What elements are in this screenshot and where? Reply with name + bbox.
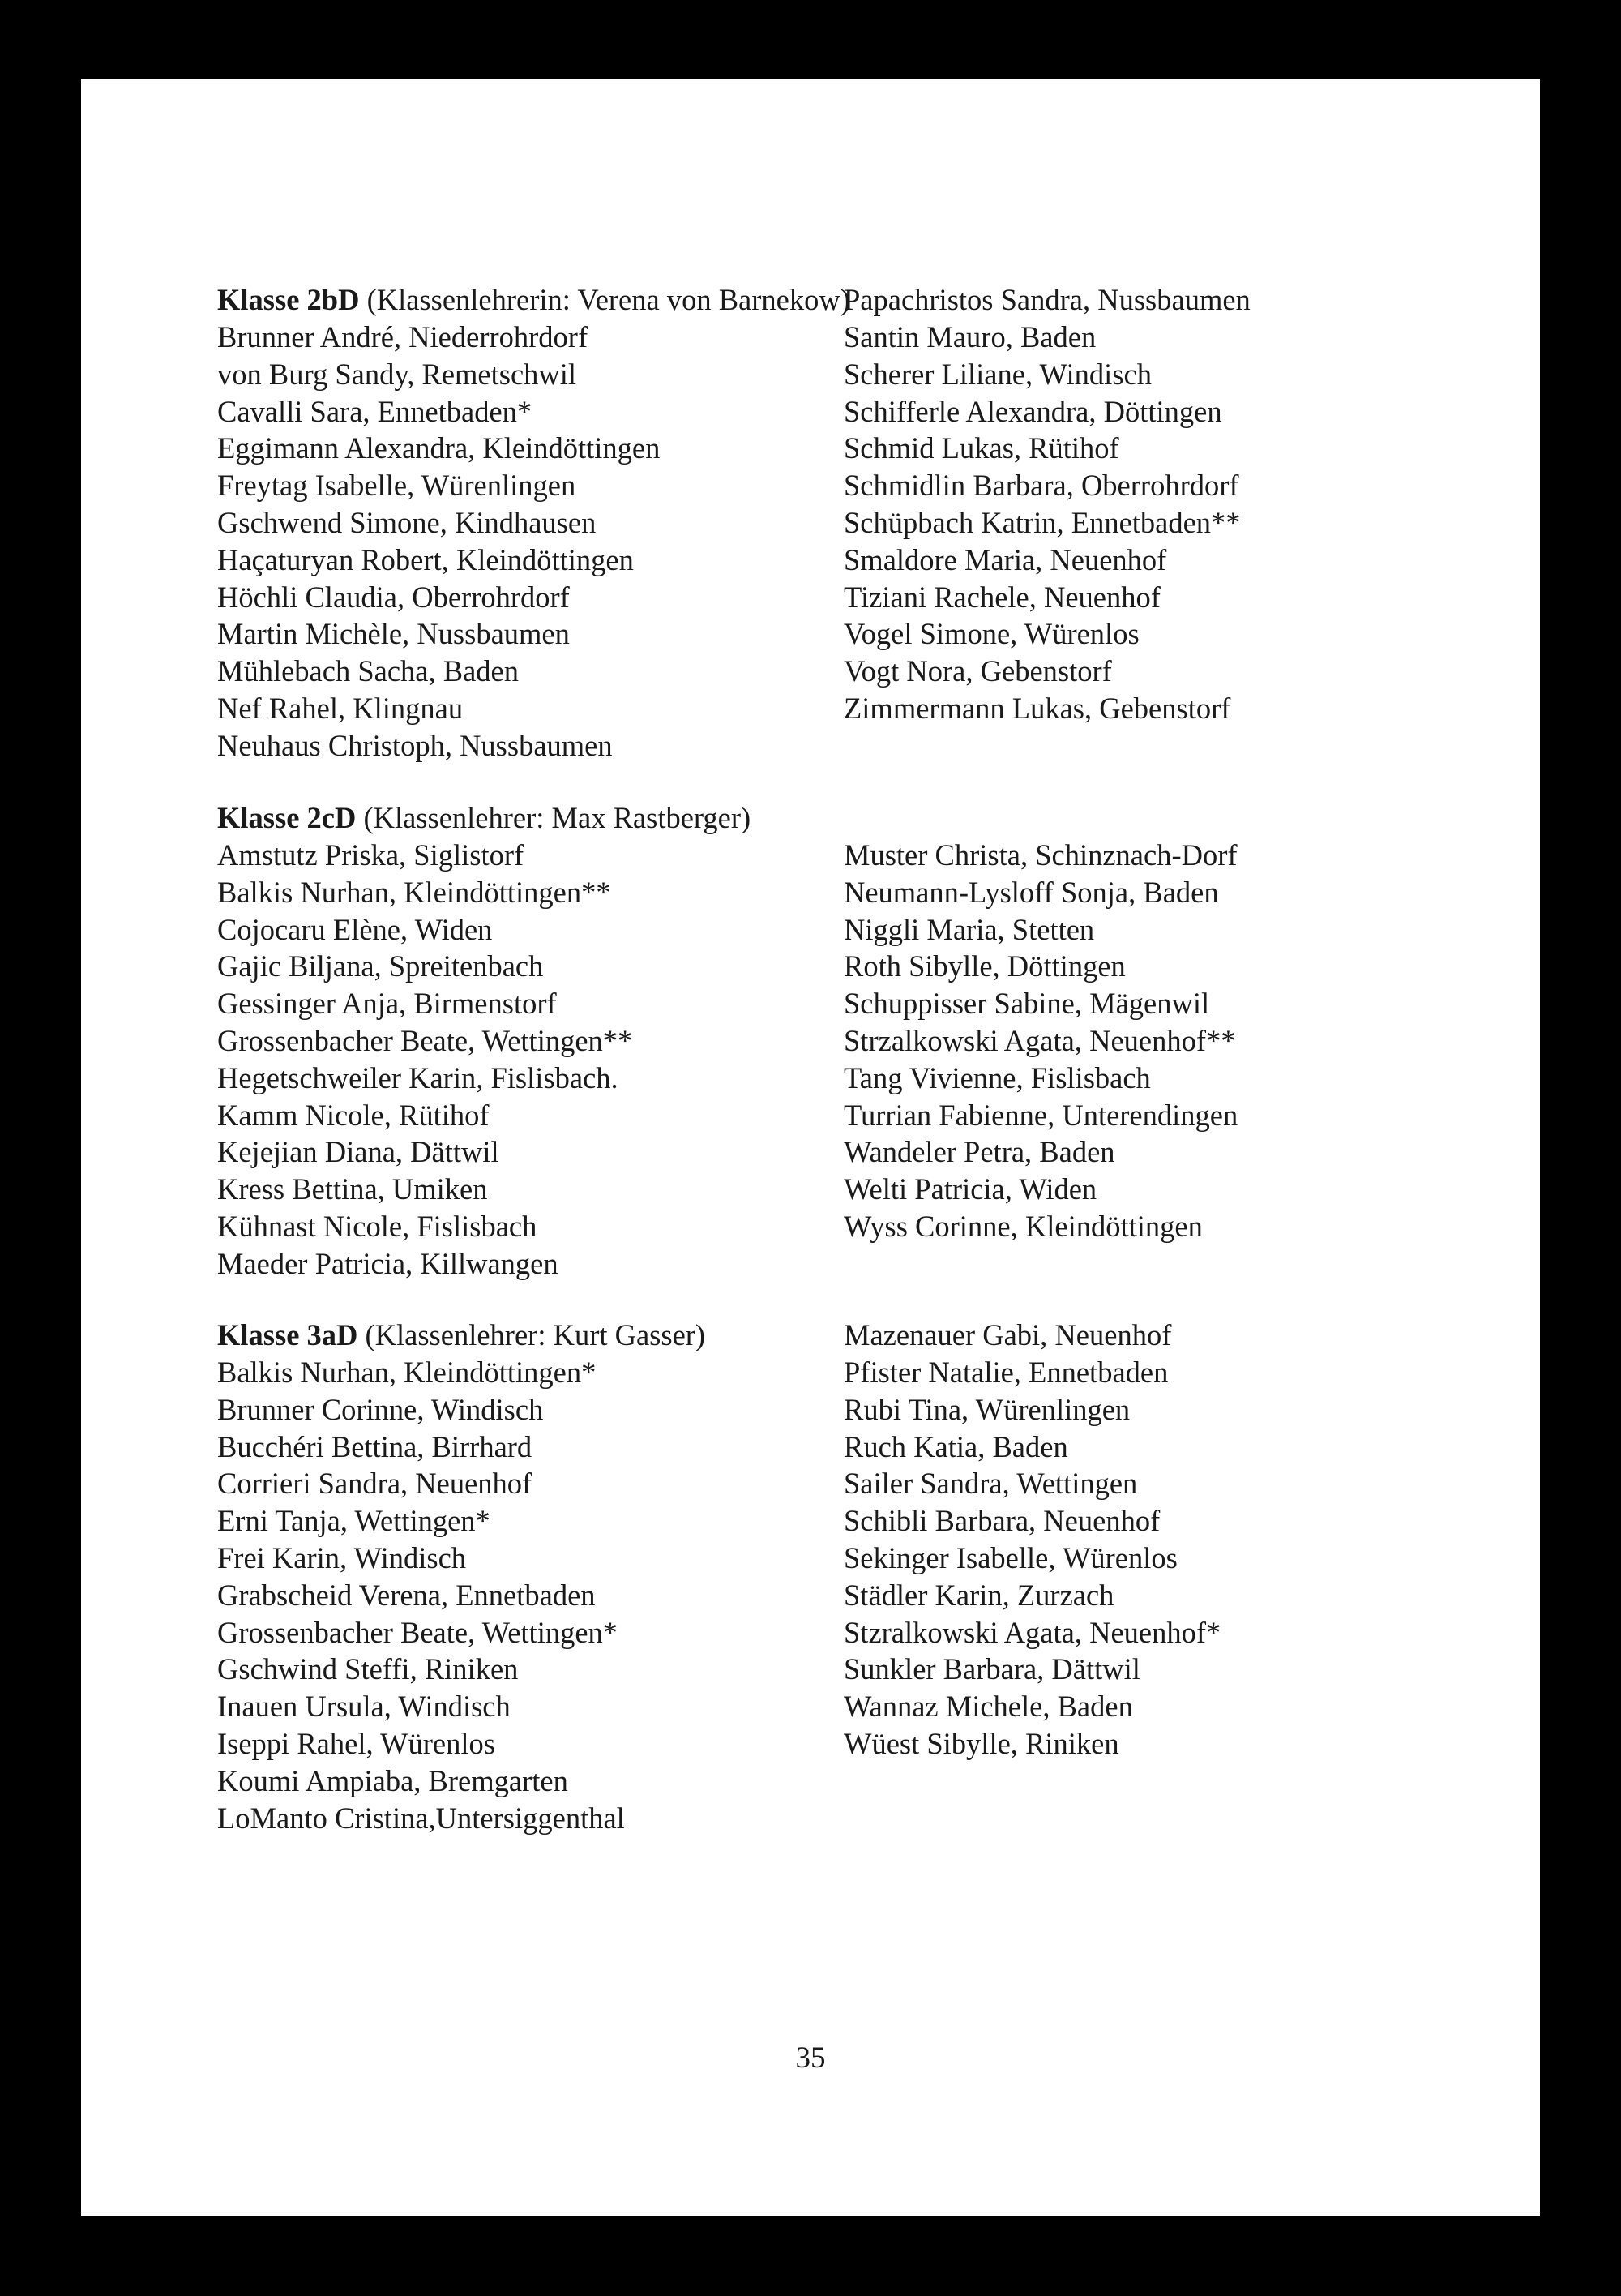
class-heading — [217, 1317, 1433, 1354]
student-entry: Balkis Nurhan, Kleindöttingen** — [217, 875, 611, 909]
student-entry: Mühlebach Sacha, Baden — [217, 654, 519, 688]
student-entry: Martin Michèle, Nussbaumen — [217, 617, 570, 651]
student-entry: Cojocaru Elène, Widen — [217, 912, 493, 946]
student-entry: Pfister Natalie, Ennetbaden — [844, 1356, 1169, 1389]
student-entry: Corrieri Sandra, Neuenhof — [217, 1467, 532, 1501]
class-teacher: (Klassenlehrer: Kurt Gasser) — [365, 1318, 706, 1351]
student-entry: Brunner Corinne, Windisch — [217, 1392, 544, 1426]
student-entry: Sekinger Isabelle, Würenlos — [844, 1540, 1178, 1574]
student-entry: Sunkler Barbara, Dättwil — [844, 1652, 1140, 1686]
student-entry: Gajic Biljana, Spreitenbach — [217, 949, 544, 983]
student-entry: Gessinger Anja, Birmenstorf — [217, 987, 557, 1021]
student-entry: Cavalli Sara, Ennetbaden* — [217, 394, 532, 428]
class-heading — [217, 799, 1433, 837]
student-entry: Santin Mauro, Baden — [844, 320, 1097, 353]
student-entry: Grabscheid Verena, Ennetbaden — [217, 1578, 596, 1612]
student-entry: Wyss Corinne, Kleindöttingen — [844, 1209, 1203, 1243]
student-entry: Haçaturyan Robert, Kleindöttingen — [217, 542, 634, 576]
student-entry: Scherer Liliane, Windisch — [844, 357, 1152, 391]
student-entry: von Burg Sandy, Remetschwil — [217, 357, 577, 391]
student-entry: Schuppisser Sabine, Mägenwil — [844, 987, 1210, 1021]
class-teacher: (Klassenlehrerin: Verena von Barnekow) — [366, 283, 850, 316]
student-entry: Stzralkowski Agata, Neuenhof* — [844, 1615, 1221, 1649]
student-entry: Schmidlin Barbara, Oberrohrdorf — [844, 469, 1239, 503]
student-list-left — [217, 319, 660, 765]
student-entry: Smaldore Maria, Neuenhof — [844, 542, 1167, 576]
student-entry: Erni Tanja, Wettingen* — [217, 1504, 490, 1538]
student-entry: Niggli Maria, Stetten — [844, 912, 1095, 946]
student-entry: Schibli Barbara, Neuenhof — [844, 1504, 1161, 1538]
student-entry: Zimmermann Lukas, Gebenstorf — [844, 691, 1231, 725]
student-entry: Eggimann Alexandra, Kleindöttingen — [217, 431, 661, 465]
class-teacher: (Klassenlehrer: Max Rastberger) — [363, 801, 751, 834]
student-entry: Neuhaus Christoph, Nussbaumen — [217, 728, 613, 762]
student-entry: Neumann-Lysloff Sonja, Baden — [844, 875, 1219, 909]
student-list-right — [844, 1317, 1221, 1763]
student-entry: Welti Patricia, Widen — [844, 1172, 1097, 1206]
student-list-right — [844, 281, 1251, 727]
student-list-right — [844, 837, 1238, 1245]
student-entry: Vogt Nora, Gebenstorf — [844, 654, 1112, 688]
student-entry: Tiziani Rachele, Neuenhof — [844, 580, 1161, 614]
student-entry: Grossenbacher Beate, Wettingen** — [217, 1023, 633, 1057]
class-section-2bd — [217, 281, 1433, 762]
student-entry: Wannaz Michele, Baden — [844, 1690, 1133, 1724]
student-entry: Ruch Katia, Baden — [844, 1429, 1068, 1463]
student-entry: Vogel Simone, Würenlos — [844, 617, 1140, 651]
student-entry: Wandeler Petra, Baden — [844, 1135, 1115, 1169]
document-page — [81, 79, 1540, 2216]
student-entry: Gschwind Steffi, Riniken — [217, 1652, 519, 1686]
student-entry: Papachristos Sandra, Nussbaumen — [844, 283, 1251, 317]
student-entry: Wüest Sibylle, Riniken — [844, 1726, 1119, 1760]
student-entry: Schifferle Alexandra, Döttingen — [844, 394, 1222, 428]
student-entry: Kühnast Nicole, Fislisbach — [217, 1209, 537, 1243]
student-entry: Maeder Patricia, Killwangen — [217, 1246, 558, 1280]
student-entry: Tang Vivienne, Fislisbach — [844, 1060, 1151, 1094]
student-entry: Sailer Sandra, Wettingen — [844, 1467, 1138, 1501]
student-entry: Brunner André, Niederrohrdorf — [217, 320, 588, 353]
class-label: Klasse 2cD — [217, 801, 357, 834]
student-entry: Mazenauer Gabi, Neuenhof — [844, 1318, 1172, 1352]
student-entry: Städler Karin, Zurzach — [844, 1578, 1114, 1612]
student-entry: Frei Karin, Windisch — [217, 1540, 467, 1574]
student-entry: Freytag Isabelle, Würenlingen — [217, 469, 576, 503]
page-number: 35 — [795, 2041, 826, 2075]
student-entry: Strzalkowski Agata, Neuenhof** — [844, 1023, 1236, 1057]
student-entry: LoManto Cristina,Untersiggenthal — [217, 1801, 625, 1835]
student-entry: Kejejian Diana, Dättwil — [217, 1135, 499, 1169]
class-heading — [217, 281, 1433, 319]
student-entry: Rubi Tina, Würenlingen — [844, 1392, 1131, 1426]
class-label: Klasse 2bD — [217, 283, 360, 316]
student-entry: Grossenbacher Beate, Wettingen* — [217, 1615, 618, 1649]
student-entry: Roth Sibylle, Döttingen — [844, 949, 1126, 983]
student-entry: Iseppi Rahel, Würenlos — [217, 1726, 495, 1760]
student-entry: Turrian Fabienne, Unterendingen — [844, 1098, 1238, 1132]
student-entry: Muster Christa, Schinznach-Dorf — [844, 838, 1238, 872]
class-label: Klasse 3aD — [217, 1318, 358, 1351]
student-entry: Koumi Ampiaba, Bremgarten — [217, 1763, 568, 1797]
student-entry: Schmid Lukas, Rütihof — [844, 431, 1119, 465]
student-entry: Kamm Nicole, Rütihof — [217, 1098, 490, 1132]
class-section-2cd — [217, 799, 1433, 1280]
student-entry: Balkis Nurhan, Kleindöttingen* — [217, 1356, 597, 1389]
student-list-left — [217, 837, 632, 1283]
class-section-3ad — [217, 1317, 1433, 1835]
student-entry: Schüpbach Katrin, Ennetbaden** — [844, 505, 1241, 539]
student-list-left — [217, 1354, 625, 1836]
student-entry: Amstutz Priska, Siglistorf — [217, 838, 524, 872]
student-entry: Bucchéri Bettina, Birrhard — [217, 1429, 532, 1463]
student-entry: Gschwend Simone, Kindhausen — [217, 505, 597, 539]
student-entry: Höchli Claudia, Oberrohrdorf — [217, 580, 570, 614]
student-entry: Hegetschweiler Karin, Fislisbach. — [217, 1060, 618, 1094]
student-entry: Nef Rahel, Klingnau — [217, 691, 464, 725]
student-entry: Kress Bettina, Umiken — [217, 1172, 488, 1206]
student-entry: Inauen Ursula, Windisch — [217, 1690, 511, 1724]
